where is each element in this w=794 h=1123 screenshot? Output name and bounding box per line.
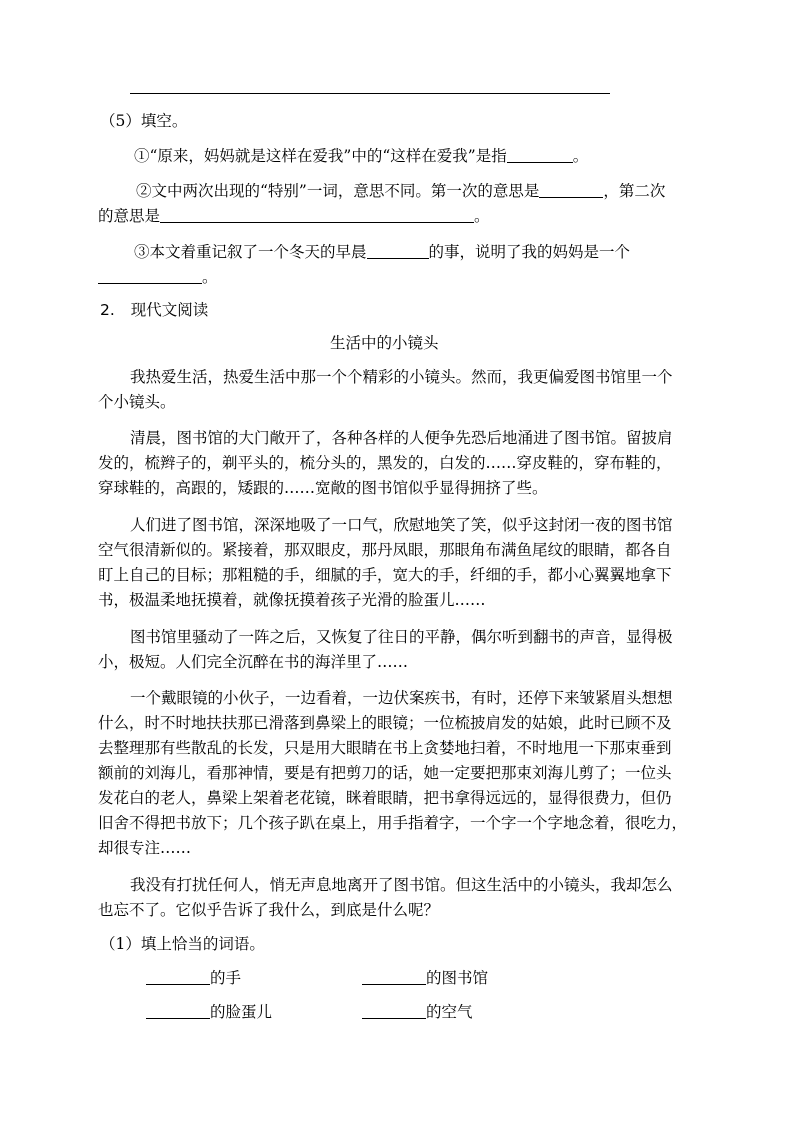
fill-blank[interactable] <box>362 1002 426 1019</box>
fill-blank[interactable] <box>539 181 603 198</box>
fill-word: 的手 <box>210 969 242 987</box>
paragraph-line: 什么，时不时地扶扶那已滑落到鼻梁上的眼镜；一位梳披肩发的姑娘，此时已顾不及 <box>98 714 672 732</box>
item-text: 。 <box>474 207 490 225</box>
paragraph-line: 却很专注…… <box>98 839 192 857</box>
paragraph-line: 我热爱生活，热爱生活中那一个个精彩的小镜头。然而，我更偏爱图书馆里一个 <box>130 368 673 386</box>
item-text: 。 <box>572 147 589 165</box>
answer-line <box>130 93 610 94</box>
section-label: 现代文阅读 <box>130 301 209 319</box>
question-5-item-2 <box>136 181 665 201</box>
fill-item <box>146 968 241 988</box>
paragraph-line: 一个戴眼镜的小伙子，一边看着，一边伏案疾书，有时，还停下来皱紧眉头想想 <box>130 689 673 707</box>
paragraph-line: 旧舍不得把书放下；几个孩子趴在桌上，用手指着字，一个字一个字地念着，很吃力， <box>98 814 688 832</box>
paragraph-line: 空气很清新似的。紧接着，那双眼皮，那丹凤眼，那眼角布满鱼尾纹的眼睛，都各自 <box>98 541 672 559</box>
paragraph-line: 人们进了图书馆，深深地吸了一口气，欣慰地笑了笑，似乎这封闭一夜的图书馆 <box>130 516 673 534</box>
item-text: 的意思是 <box>98 207 161 225</box>
paragraph-line: 也忘不了。它似乎告诉了我什么，到底是什么呢？ <box>98 901 440 919</box>
question-5-item-1 <box>134 146 588 166</box>
item-text: ，第二次 <box>603 182 666 200</box>
paragraph-line: 发的，梳辫子的，剃平头的，梳分头的，黑发的，白发的……穿皮鞋的，穿布鞋的， <box>98 454 672 472</box>
paragraph-line: 书，极温柔地抚摸着，就像抚摸着孩子光滑的脸蛋儿…… <box>98 591 486 609</box>
item-text: 。 <box>202 268 218 286</box>
fill-blank[interactable] <box>160 206 474 223</box>
item-text: ②文中两次出现的“特别”一词，意思不同。第一次的意思是 <box>136 182 540 200</box>
paragraph-line: 清晨，图书馆的大门敞开了，各种各样的人便争先恐后地涌进了图书馆。留披肩 <box>130 429 673 447</box>
paragraph-line: 发花白的老人，鼻梁上架着老花镜，眯着眼睛，把书拿得远远的，显得很费力，但仍 <box>98 789 672 807</box>
question-5-title: （5）填空。 <box>100 112 188 130</box>
fill-word: 的空气 <box>426 1003 473 1021</box>
paragraph-line: 额前的刘海儿，看那神情，要是有把剪刀的话，她一定要把那束刘海儿剪了；一位头 <box>98 764 672 782</box>
item-text: 的事，说明了我的妈妈是一个 <box>428 243 631 261</box>
article-title: 生活中的小镜头 <box>330 334 439 352</box>
fill-blank[interactable] <box>362 968 426 985</box>
question-5-item-2-cont <box>98 206 490 226</box>
question-5-item-3 <box>134 242 630 262</box>
fill-word: 的脸蛋儿 <box>210 1003 273 1021</box>
paragraph-line: 个小镜头。 <box>98 393 176 411</box>
paragraph-line: 图书馆里骚动了一阵之后，又恢复了往日的平静，偶尔听到翻书的声音，显得极 <box>130 628 673 646</box>
paragraph-line: 去整理那有些散乱的长发，只是用大眼睛在书上贪婪地扫着，不时地甩一下那束垂到 <box>98 739 672 757</box>
item-text: ③本文着重记叙了一个冬天的早晨 <box>134 243 367 261</box>
fill-blank[interactable] <box>146 968 210 985</box>
paragraph-line: 盯上自己的目标；那粗糙的手，细腻的手，宽大的手，纤细的手，都小心翼翼地拿下 <box>98 566 672 584</box>
section-number: 2. <box>100 301 115 319</box>
paragraph-line: 我没有打扰任何人，悄无声息地离开了图书馆。但这生活中的小镜头，我却怎么 <box>130 876 673 894</box>
fill-blank[interactable] <box>507 146 573 163</box>
fill-item <box>146 1002 272 1022</box>
section-2-heading <box>100 300 208 320</box>
fill-blank[interactable] <box>98 267 202 284</box>
fill-item <box>362 968 488 988</box>
fill-blank[interactable] <box>367 242 429 259</box>
question-5-item-3-cont <box>98 267 218 287</box>
paragraph-line: 小，极短。人们完全沉醉在书的海洋里了…… <box>98 653 409 671</box>
item-text: ①“原来，妈妈就是这样在爱我”中的“这样在爱我”是指 <box>134 147 507 165</box>
fill-word: 的图书馆 <box>426 969 489 987</box>
fill-item <box>362 1002 473 1022</box>
fill-blank[interactable] <box>146 1002 210 1019</box>
paragraph-line: 穿球鞋的，高跟的，矮跟的……宽敞的图书馆似乎显得拥挤了些。 <box>98 479 548 497</box>
question-1-title: （1）填上恰当的词语。 <box>100 935 265 953</box>
